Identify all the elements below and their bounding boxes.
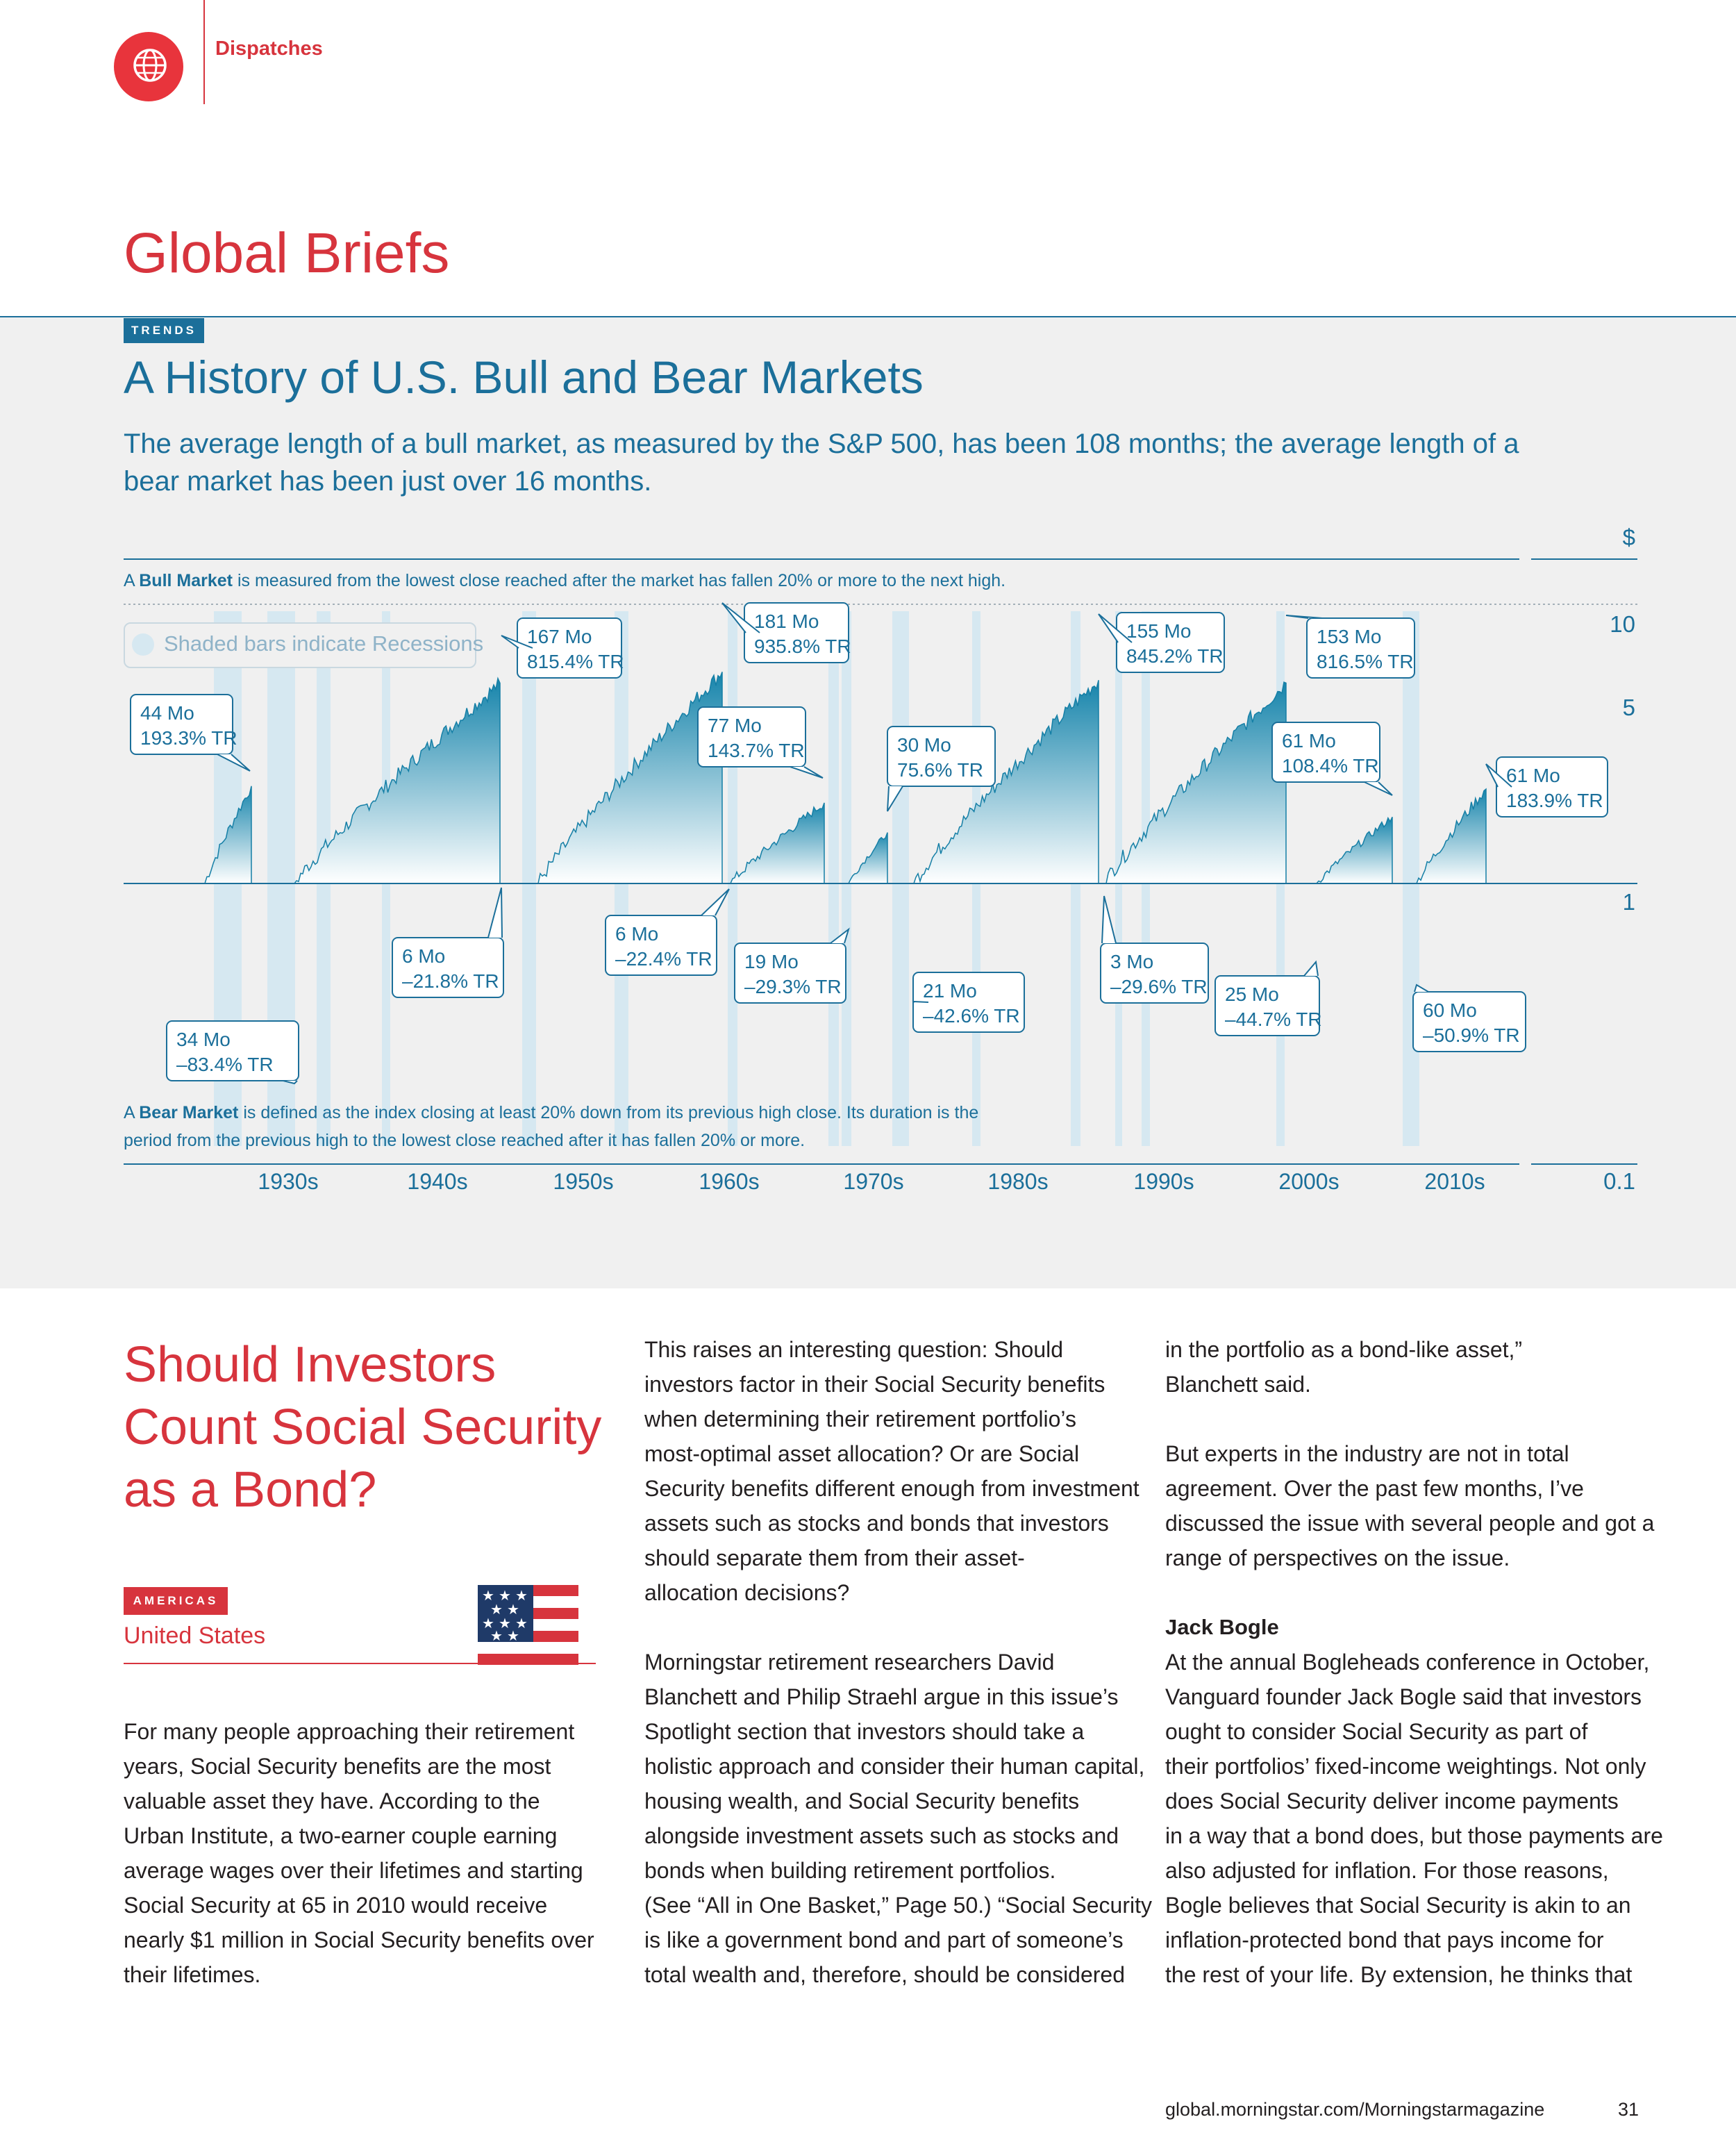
svg-text:★: ★ — [507, 1629, 519, 1644]
y-tick-label: $ — [1622, 524, 1635, 550]
legend-swatch-icon — [132, 633, 154, 656]
article-title — [124, 1334, 601, 1521]
bear-callout — [392, 888, 503, 997]
callout-return: 845.2% TR — [1126, 645, 1224, 667]
svg-text:★: ★ — [499, 1588, 511, 1604]
bull-callout — [1272, 722, 1392, 795]
recession-band — [522, 611, 536, 1146]
bull-callout — [1286, 615, 1414, 678]
bull-market-area — [849, 833, 887, 883]
col3-heading: Jack Bogle — [1165, 1615, 1279, 1639]
callout-return: 816.5% TR — [1317, 651, 1414, 672]
bull-market-area — [1104, 682, 1286, 883]
callout-months: 44 Mo — [140, 702, 194, 724]
svg-text:★: ★ — [499, 1616, 511, 1632]
callout-return: –42.6% TR — [923, 1005, 1020, 1027]
page-number: 31 — [1618, 2099, 1639, 2120]
x-tick-label: 1980s — [987, 1169, 1049, 1194]
article-col3-p2: But experts in the industry are not in total agreement. Over the past few months, I’ve discussed the issue with several people and got a range of perspectives on the issue. — [1165, 1441, 1655, 1570]
callout-return: 143.7% TR — [708, 740, 805, 761]
footer-url[interactable]: global.morningstar.com/Morningstarmagazine — [1165, 2099, 1545, 2120]
callout-months: 6 Mo — [402, 945, 446, 967]
panel-top-rule — [0, 316, 1736, 317]
recession-band — [892, 611, 909, 1146]
bull-market-area — [538, 672, 722, 883]
bear-callout — [167, 1021, 299, 1084]
callout-months: 167 Mo — [527, 626, 592, 647]
bear-callout — [913, 972, 1024, 1032]
recession-band — [1403, 611, 1419, 1146]
callout-months: 77 Mo — [708, 715, 762, 736]
bull-callout — [1486, 757, 1608, 817]
bull-market-area — [731, 803, 824, 883]
bull-callout — [1099, 613, 1224, 672]
callout-months: 19 Mo — [744, 951, 799, 972]
legend-label: Shaded bars indicate Recessions — [164, 631, 484, 656]
article-title-line: as a Bond? — [124, 1462, 377, 1518]
callout-return: –83.4% TR — [176, 1054, 274, 1075]
x-tick-label: 1940s — [407, 1169, 468, 1194]
callout-return: –29.6% TR — [1110, 976, 1208, 997]
trends-tag: TRENDS — [124, 318, 204, 343]
bear-callout — [1413, 985, 1526, 1052]
header-divider — [203, 0, 205, 104]
recession-band — [828, 611, 839, 1146]
x-tick-label: 1950s — [553, 1169, 614, 1194]
trends-subtitle: The average length of a bull market, as measured by the S&P 500, has been 108 months; the average length of a bear market has been just over 16 months. — [124, 429, 1519, 497]
callout-months: 30 Mo — [897, 734, 951, 756]
y-tick-label: 1 — [1622, 889, 1635, 915]
y-tick-label: 0.1 — [1603, 1168, 1635, 1194]
article-col3-p3: At the annual Bogleheads conference in October, Vanguard founder Jack Bogle said that investors ought to consider Social Security as part of their portfolios’ fixed-income weightings. Not only does Social Security deliver income payments in a way that a bond does, but those payments are also adjusted for inflation. For those reasons, Bogle believes that Social Security is akin to an inflation-protected bond that pays income for the rest of your life. By extension, he thinks that — [1165, 1650, 1663, 1987]
callout-return: 75.6% TR — [897, 759, 983, 781]
article-col1: For many people approaching their retirement years, Social Security benefits are the most valuable asset they have. According to the Urban Institute, a two-earner couple earning average wages over their lifetimes and starting Social Security at 65 in 2010 would receive nearly $1 million in Social Security benefits over their lifetimes. — [124, 1719, 594, 1987]
y-tick-label: 5 — [1622, 695, 1635, 720]
bull-callout — [501, 618, 624, 678]
callout-months: 34 Mo — [176, 1029, 231, 1050]
region-tag: AMERICAS — [124, 1587, 228, 1615]
bull-callout — [131, 695, 250, 771]
globe-icon — [114, 32, 183, 101]
x-tick-label: 1990s — [1133, 1169, 1194, 1194]
callout-months: 181 Mo — [754, 611, 819, 632]
bull-market-note: A Bull Market is measured from the lowest close reached after the market has fallen 20% or more to the next high. — [124, 571, 1006, 590]
section-label: Dispatches — [215, 38, 323, 60]
x-tick-label: 1970s — [843, 1169, 904, 1194]
article-col2-p1: This raises an interesting question: Should investors factor in their Social Security benefits when determining their retirement portfolio’s most-optimal asset allocation? Or are Social Security benefits different enough from investment assets such as stocks and bonds that investors should separate them from their asset- allocation decisions? — [644, 1337, 1140, 1605]
svg-text:★: ★ — [482, 1616, 494, 1632]
svg-text:★: ★ — [515, 1588, 528, 1604]
x-tick-label: 1930s — [258, 1169, 319, 1194]
callout-months: 60 Mo — [1423, 999, 1477, 1021]
article-title-line: Should Investors — [124, 1337, 496, 1393]
bear-callout — [1215, 962, 1322, 1036]
callout-return: 108.4% TR — [1282, 755, 1379, 777]
svg-text:★: ★ — [490, 1602, 503, 1618]
page-title: Global Briefs — [124, 222, 450, 285]
callout-return: 935.8% TR — [754, 636, 851, 657]
callout-months: 61 Mo — [1506, 765, 1560, 786]
callout-return: 193.3% TR — [140, 727, 237, 749]
x-tick-label: 2010s — [1424, 1169, 1485, 1194]
svg-text:★: ★ — [490, 1629, 503, 1644]
bull-market-area — [1417, 789, 1486, 883]
us-flag-icon — [478, 1585, 578, 1672]
bear-market-note: A Bear Market is defined as the index closing at least 20% down from its previous high close. Its duration is the period from the previous high to the lowest close reached after it has fallen 20% or more. — [124, 1103, 979, 1150]
trends-title: A History of U.S. Bull and Bear Markets — [124, 351, 924, 403]
country-label: United States — [124, 1622, 266, 1649]
callout-months: 6 Mo — [615, 923, 659, 945]
x-tick-label: 2000s — [1278, 1169, 1339, 1194]
callout-months: 25 Mo — [1225, 983, 1279, 1005]
callout-months: 155 Mo — [1126, 620, 1192, 642]
callout-months: 3 Mo — [1110, 951, 1154, 972]
bull-market-area — [1317, 817, 1392, 883]
callout-return: –50.9% TR — [1423, 1024, 1520, 1046]
article-title-line: Count Social Security — [124, 1400, 602, 1455]
callout-return: –29.3% TR — [744, 976, 842, 997]
callout-months: 61 Mo — [1282, 730, 1336, 752]
svg-text:★: ★ — [482, 1588, 494, 1604]
bull-callout — [698, 707, 823, 778]
callout-return: –21.8% TR — [402, 970, 499, 992]
recession-band — [842, 611, 851, 1146]
callout-return: 815.4% TR — [527, 651, 624, 672]
y-tick-label: 10 — [1610, 611, 1635, 637]
callout-return: 183.9% TR — [1506, 790, 1603, 811]
bull-callout — [722, 603, 851, 663]
svg-text:★: ★ — [507, 1602, 519, 1618]
x-tick-label: 1960s — [699, 1169, 760, 1194]
callout-return: –22.4% TR — [615, 948, 712, 970]
article-col2-p2: Morningstar retirement researchers David Blanchett and Philip Straehl argue in this issue’s Spotlight section that investors should take a holistic approach and consider their human capital, housing wealth, and Social Security benefits alongside investment assets such as stocks and bonds when building retirement portfolios. (See “All in One Basket,” Page 50.) “Social Security is like a government bond and part of someone’s total wealth and, therefore, should be considered — [644, 1650, 1152, 1987]
callout-months: 21 Mo — [923, 980, 977, 1002]
svg-text:★: ★ — [515, 1616, 528, 1632]
recession-legend — [124, 622, 484, 668]
callout-months: 153 Mo — [1317, 626, 1382, 647]
callout-return: –44.7% TR — [1225, 1009, 1322, 1030]
article-col3-p1: in the portfolio as a bond-like asset,” Blanchett said. — [1165, 1337, 1523, 1397]
